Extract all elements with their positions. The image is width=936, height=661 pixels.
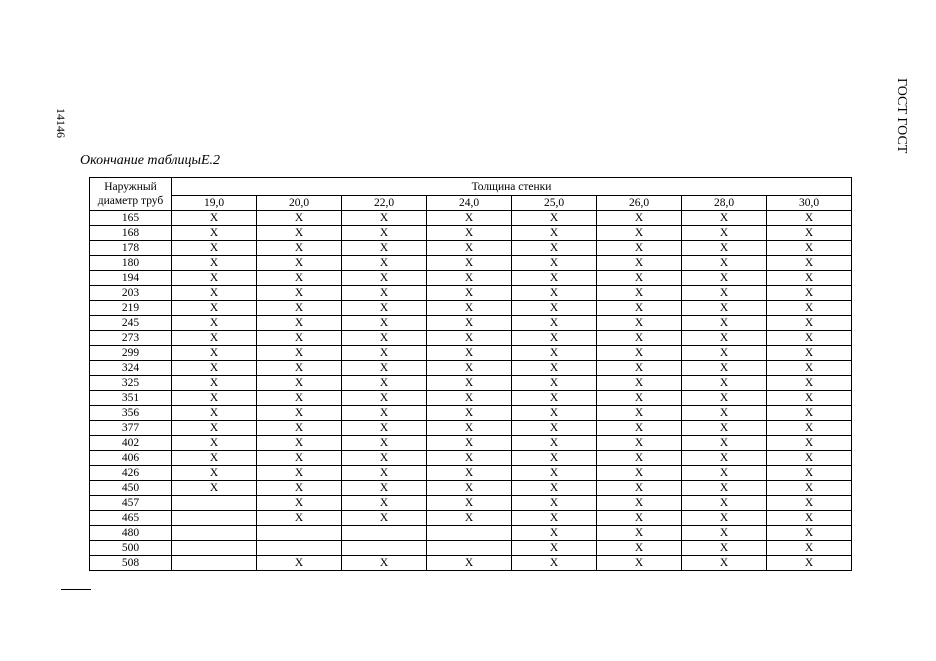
availability-cell: X (257, 511, 342, 526)
availability-cell: X (257, 286, 342, 301)
availability-cell (172, 556, 257, 571)
header-wall-thickness: Толщина стенки (172, 178, 852, 196)
diameter-cell: 203 (90, 286, 172, 301)
availability-cell: X (597, 421, 682, 436)
availability-cell: X (597, 496, 682, 511)
availability-cell: X (342, 286, 427, 301)
availability-cell: X (767, 451, 852, 466)
availability-cell: X (682, 421, 767, 436)
availability-cell: X (512, 301, 597, 316)
availability-cell: X (767, 211, 852, 226)
availability-cell: X (172, 241, 257, 256)
availability-cell: X (342, 361, 427, 376)
availability-cell: X (682, 331, 767, 346)
availability-cell: X (342, 256, 427, 271)
availability-cell: X (767, 556, 852, 571)
availability-cell: X (342, 316, 427, 331)
availability-cell: X (427, 361, 512, 376)
availability-cell: X (767, 361, 852, 376)
availability-cell: X (767, 511, 852, 526)
availability-cell: X (342, 391, 427, 406)
availability-cell: X (512, 361, 597, 376)
availability-cell: X (257, 316, 342, 331)
table-row (90, 271, 852, 286)
availability-cell: X (342, 421, 427, 436)
availability-cell: X (257, 241, 342, 256)
availability-cell: X (427, 496, 512, 511)
availability-cell: X (257, 331, 342, 346)
availability-cell: X (427, 481, 512, 496)
availability-cell: X (682, 256, 767, 271)
availability-cell: X (512, 346, 597, 361)
diameter-cell: 406 (90, 451, 172, 466)
availability-cell: X (172, 331, 257, 346)
availability-cell: X (767, 346, 852, 361)
availability-cell: X (597, 226, 682, 241)
availability-cell: X (512, 331, 597, 346)
availability-cell (342, 526, 427, 541)
thickness-header-row (90, 196, 852, 211)
diameter-cell: 450 (90, 481, 172, 496)
availability-cell: X (682, 316, 767, 331)
availability-cell: X (172, 361, 257, 376)
availability-cell: X (512, 316, 597, 331)
availability-cell: X (767, 421, 852, 436)
availability-cell: X (257, 361, 342, 376)
availability-cell: X (597, 511, 682, 526)
availability-cell: X (597, 451, 682, 466)
availability-cell (342, 541, 427, 556)
availability-cell: X (767, 331, 852, 346)
availability-cell: X (427, 346, 512, 361)
availability-cell: X (512, 211, 597, 226)
availability-cell: X (257, 436, 342, 451)
availability-cell: X (342, 376, 427, 391)
availability-cell: X (172, 376, 257, 391)
availability-cell: X (342, 496, 427, 511)
availability-cell: X (682, 226, 767, 241)
table-row (90, 301, 852, 316)
availability-cell: X (682, 376, 767, 391)
availability-cell (427, 526, 512, 541)
diameter-cell: 299 (90, 346, 172, 361)
table-row (90, 346, 852, 361)
diameter-cell: 457 (90, 496, 172, 511)
table-row (90, 556, 852, 571)
table-row (90, 526, 852, 541)
availability-cell: X (342, 436, 427, 451)
availability-cell: X (512, 256, 597, 271)
availability-cell: X (427, 421, 512, 436)
availability-cell: X (257, 556, 342, 571)
availability-cell: X (682, 286, 767, 301)
availability-cell: X (682, 211, 767, 226)
availability-cell: X (172, 481, 257, 496)
thickness-header-cell: 26,0 (597, 196, 682, 211)
availability-cell (257, 526, 342, 541)
availability-cell: X (597, 406, 682, 421)
availability-cell: X (257, 376, 342, 391)
availability-cell: X (427, 466, 512, 481)
availability-cell: X (682, 436, 767, 451)
availability-cell: X (682, 241, 767, 256)
table-row (90, 466, 852, 481)
availability-cell: X (767, 466, 852, 481)
availability-cell: X (427, 211, 512, 226)
availability-cell: X (597, 526, 682, 541)
availability-cell: X (172, 256, 257, 271)
availability-cell: X (257, 451, 342, 466)
table-row (90, 376, 852, 391)
availability-cell: X (597, 241, 682, 256)
diameter-cell: 180 (90, 256, 172, 271)
availability-cell: X (342, 556, 427, 571)
diameter-cell: 356 (90, 406, 172, 421)
table-caption: Окончание таблицыЕ.2 (80, 153, 221, 168)
availability-cell (172, 541, 257, 556)
availability-cell (427, 541, 512, 556)
availability-cell: X (767, 376, 852, 391)
availability-cell: X (427, 511, 512, 526)
header-outer-diameter (90, 178, 172, 211)
availability-cell (257, 541, 342, 556)
availability-cell: X (597, 286, 682, 301)
diameter-cell: 325 (90, 376, 172, 391)
availability-cell: X (767, 301, 852, 316)
availability-cell: X (682, 481, 767, 496)
availability-cell: X (342, 241, 427, 256)
availability-cell: X (767, 271, 852, 286)
availability-cell: X (597, 361, 682, 376)
availability-cell: X (172, 271, 257, 286)
availability-cell: X (257, 481, 342, 496)
bottom-rule (61, 589, 91, 590)
availability-cell: X (342, 346, 427, 361)
availability-cell: X (767, 526, 852, 541)
availability-cell: X (257, 346, 342, 361)
availability-cell: X (597, 541, 682, 556)
table-row (90, 391, 852, 406)
gost-header-label: ГОСТ ГОСТ (894, 78, 909, 154)
availability-cell: X (682, 406, 767, 421)
availability-cell: X (682, 301, 767, 316)
availability-cell: X (342, 211, 427, 226)
table-row (90, 436, 852, 451)
availability-cell: X (512, 481, 597, 496)
table-row (90, 241, 852, 256)
availability-cell: X (257, 421, 342, 436)
availability-cell: X (597, 256, 682, 271)
availability-cell: X (597, 391, 682, 406)
table-row (90, 541, 852, 556)
thickness-header-cell: 19,0 (172, 196, 257, 211)
availability-cell: X (512, 496, 597, 511)
availability-cell: X (682, 361, 767, 376)
availability-cell: X (597, 481, 682, 496)
table-row (90, 451, 852, 466)
availability-cell: X (257, 256, 342, 271)
availability-cell: X (427, 256, 512, 271)
thickness-header-cell: 22,0 (342, 196, 427, 211)
availability-cell: X (427, 556, 512, 571)
availability-cell: X (682, 511, 767, 526)
availability-cell: X (512, 391, 597, 406)
availability-cell: X (512, 511, 597, 526)
availability-cell: X (427, 226, 512, 241)
pipe-wall-thickness-table (89, 177, 852, 571)
availability-cell: X (512, 286, 597, 301)
availability-cell: X (342, 481, 427, 496)
thickness-header-cell: 30,0 (767, 196, 852, 211)
availability-cell: X (172, 436, 257, 451)
thickness-header-cell: 25,0 (512, 196, 597, 211)
availability-cell: X (172, 211, 257, 226)
availability-cell: X (427, 391, 512, 406)
thickness-header-cell: 28,0 (682, 196, 767, 211)
availability-cell: X (342, 301, 427, 316)
availability-cell: X (512, 226, 597, 241)
diameter-cell: 219 (90, 301, 172, 316)
diameter-cell: 377 (90, 421, 172, 436)
availability-cell: X (427, 286, 512, 301)
table-row (90, 316, 852, 331)
availability-cell: X (172, 421, 257, 436)
diameter-cell: 245 (90, 316, 172, 331)
availability-cell: X (172, 226, 257, 241)
availability-cell: X (342, 331, 427, 346)
table-row (90, 421, 852, 436)
availability-cell: X (597, 316, 682, 331)
availability-cell: X (512, 436, 597, 451)
table-row (90, 331, 852, 346)
availability-cell: X (597, 466, 682, 481)
diameter-cell: 480 (90, 526, 172, 541)
availability-cell: X (597, 436, 682, 451)
availability-cell: X (597, 211, 682, 226)
availability-cell: X (257, 406, 342, 421)
thickness-header-cell: 20,0 (257, 196, 342, 211)
availability-cell: X (767, 256, 852, 271)
availability-cell: X (257, 226, 342, 241)
diameter-cell: 500 (90, 541, 172, 556)
table-row (90, 511, 852, 526)
availability-cell: X (427, 376, 512, 391)
availability-cell: X (512, 556, 597, 571)
availability-cell (172, 496, 257, 511)
availability-cell: X (682, 556, 767, 571)
availability-cell: X (427, 241, 512, 256)
availability-cell: X (512, 271, 597, 286)
availability-cell: X (427, 406, 512, 421)
availability-cell: X (597, 376, 682, 391)
availability-cell: X (172, 316, 257, 331)
availability-cell: X (767, 391, 852, 406)
availability-cell: X (172, 391, 257, 406)
availability-cell: X (342, 226, 427, 241)
availability-cell: X (512, 376, 597, 391)
table-row (90, 256, 852, 271)
availability-cell: X (597, 271, 682, 286)
availability-cell: X (172, 346, 257, 361)
diameter-cell: 273 (90, 331, 172, 346)
table-row (90, 481, 852, 496)
availability-cell: X (342, 466, 427, 481)
diameter-cell: 194 (90, 271, 172, 286)
availability-cell: X (767, 316, 852, 331)
availability-cell: X (172, 286, 257, 301)
availability-cell: X (427, 271, 512, 286)
availability-cell: X (427, 331, 512, 346)
page-number: 14146 (54, 108, 68, 138)
availability-cell: X (682, 466, 767, 481)
availability-cell: X (257, 496, 342, 511)
table-row (90, 361, 852, 376)
availability-cell: X (172, 301, 257, 316)
availability-cell: X (342, 406, 427, 421)
availability-cell: X (512, 466, 597, 481)
diameter-cell: 402 (90, 436, 172, 451)
availability-cell: X (172, 466, 257, 481)
table-row (90, 496, 852, 511)
availability-cell: X (767, 481, 852, 496)
availability-cell: X (512, 451, 597, 466)
availability-cell: X (512, 526, 597, 541)
diameter-cell: 168 (90, 226, 172, 241)
availability-cell: X (427, 436, 512, 451)
availability-cell: X (597, 556, 682, 571)
availability-cell: X (512, 421, 597, 436)
availability-cell: X (767, 496, 852, 511)
diameter-cell: 426 (90, 466, 172, 481)
availability-cell: X (767, 241, 852, 256)
diameter-cell: 165 (90, 211, 172, 226)
diameter-cell: 465 (90, 511, 172, 526)
header-outer-diameter-line2: диаметр труб (97, 195, 164, 207)
availability-cell: X (767, 541, 852, 556)
availability-cell: X (257, 391, 342, 406)
availability-cell (172, 511, 257, 526)
availability-cell: X (682, 496, 767, 511)
availability-cell: X (597, 346, 682, 361)
availability-cell: X (767, 436, 852, 451)
availability-cell: X (427, 301, 512, 316)
availability-cell: X (257, 271, 342, 286)
availability-cell: X (342, 451, 427, 466)
diameter-cell: 351 (90, 391, 172, 406)
availability-cell: X (682, 391, 767, 406)
availability-cell: X (257, 301, 342, 316)
availability-cell (172, 526, 257, 541)
availability-cell: X (682, 451, 767, 466)
availability-cell: X (427, 316, 512, 331)
availability-cell: X (512, 541, 597, 556)
availability-cell: X (512, 406, 597, 421)
availability-cell: X (172, 451, 257, 466)
table-row (90, 226, 852, 241)
availability-cell: X (682, 346, 767, 361)
availability-cell: X (682, 526, 767, 541)
availability-cell: X (342, 511, 427, 526)
availability-cell: X (257, 211, 342, 226)
table-row (90, 286, 852, 301)
diameter-cell: 324 (90, 361, 172, 376)
availability-cell: X (172, 406, 257, 421)
availability-cell: X (512, 241, 597, 256)
header-outer-diameter-line1: Наружный (104, 181, 157, 193)
availability-cell: X (342, 271, 427, 286)
table-row (90, 211, 852, 226)
availability-cell: X (682, 271, 767, 286)
availability-cell: X (257, 466, 342, 481)
availability-cell: X (682, 541, 767, 556)
diameter-cell: 178 (90, 241, 172, 256)
diameter-cell: 508 (90, 556, 172, 571)
availability-cell: X (767, 286, 852, 301)
availability-cell: X (597, 331, 682, 346)
availability-cell: X (427, 451, 512, 466)
table-row (90, 406, 852, 421)
availability-cell: X (767, 226, 852, 241)
table-body (90, 211, 852, 571)
availability-cell: X (767, 406, 852, 421)
availability-cell: X (597, 301, 682, 316)
thickness-header-cell: 24,0 (427, 196, 512, 211)
